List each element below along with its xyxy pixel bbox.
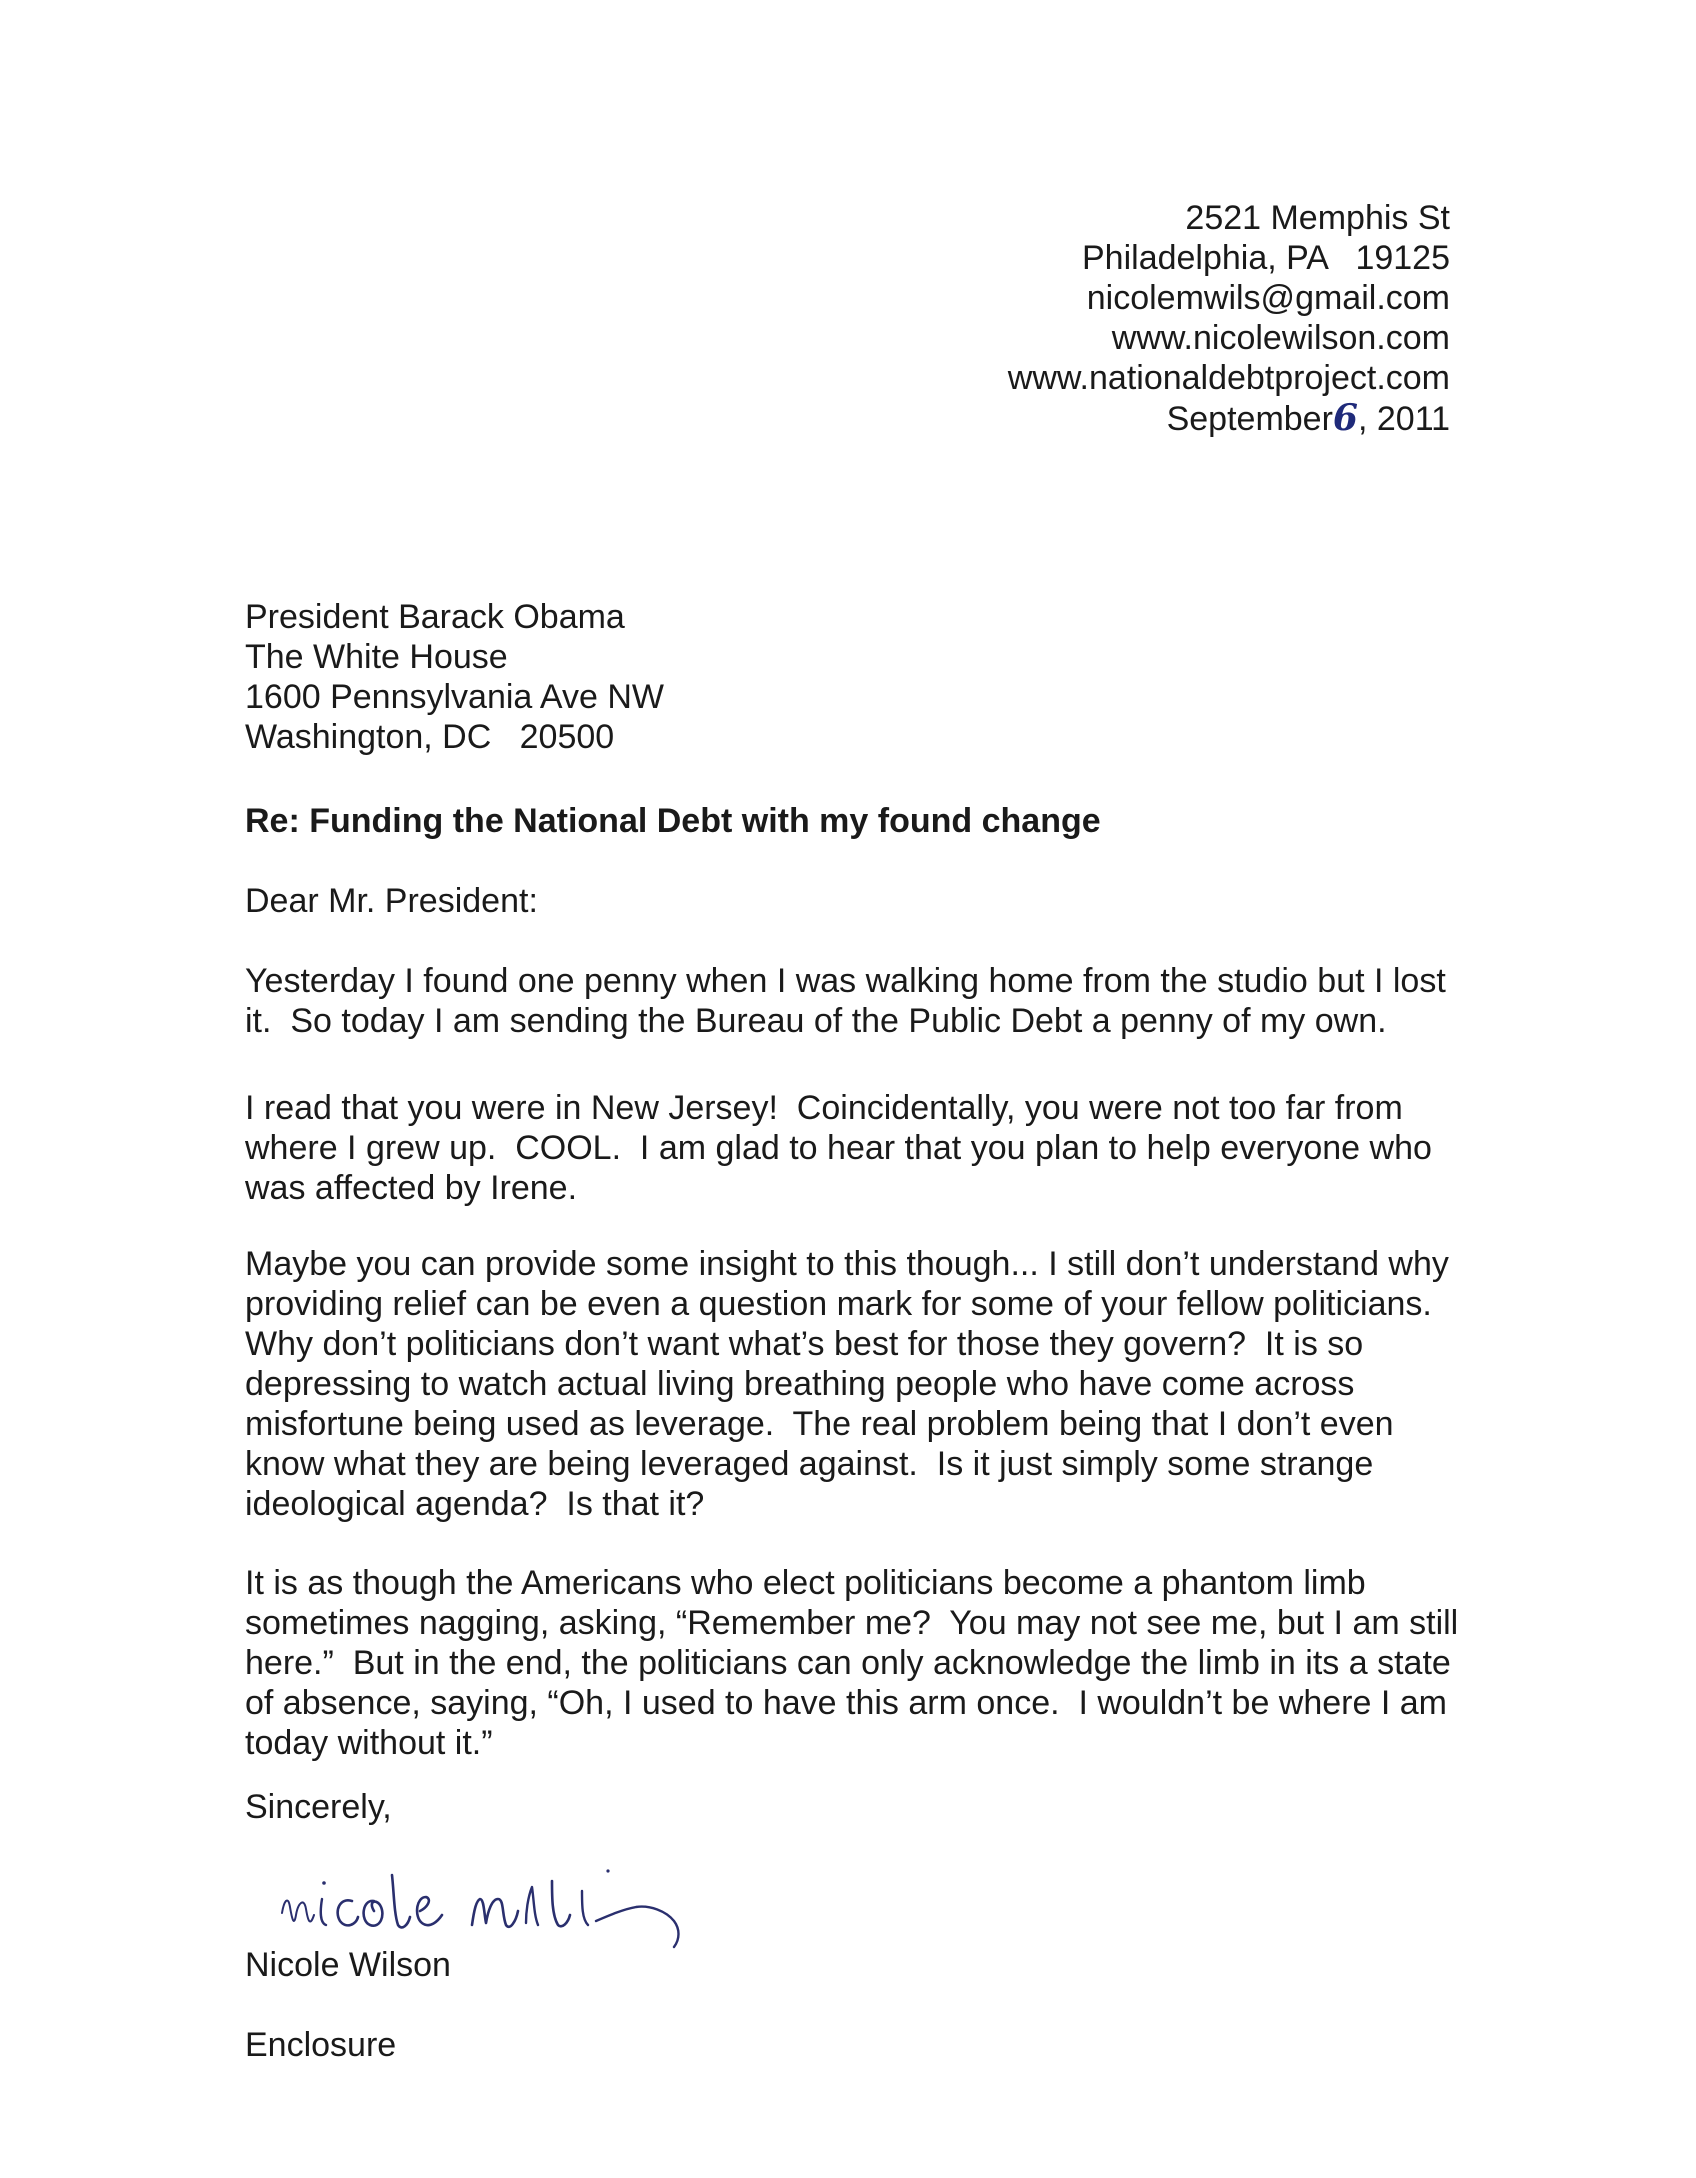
paragraph-line: of absence, saying, “Oh, I used to have this arm once. I wouldn’t be where I am [245,1684,1447,1722]
sender-street: 2521 Memphis St [1185,199,1450,237]
paragraph-line: Maybe you can provide some insight to this though... I still don’t understand why [245,1245,1449,1283]
date-year: , 2011 [1357,400,1450,438]
sender-website-2: www.nationaldebtproject.com [1007,359,1450,397]
signer-name: Nicole Wilson [245,1946,451,1984]
recipient-name: President Barack Obama [245,598,625,636]
paragraph-line: I read that you were in New Jersey! Coincidentally, you were not too far from [245,1089,1403,1127]
salutation: Dear Mr. President: [245,882,538,920]
recipient-street: 1600 Pennsylvania Ave NW [245,678,664,716]
paragraph-line: Yesterday I found one penny when I was walking home from the studio but I lost [245,962,1446,1000]
recipient-city-line: Washington, DC 20500 [245,718,615,756]
recipient-address-block [245,597,664,757]
body-paragraph-3 [245,1244,1485,1524]
sender-city-line: Philadelphia, PA 19125 [1082,239,1450,277]
date-day-handwritten: 6 [1332,397,1358,439]
paragraph-line: was affected by Irene. [245,1169,578,1207]
enclosure-note: Enclosure [245,2026,397,2064]
paragraph-line: here.” But in the end, the politicians can only acknowledge the limb in its a state [245,1644,1451,1682]
paragraph-line: ideological agenda? Is that it? [245,1485,705,1523]
body-paragraph-4 [245,1563,1485,1763]
paragraph-line: today without it.” [245,1724,493,1762]
paragraph-line: depressing to watch actual living breathing people who have come across [245,1365,1355,1403]
closing: Sincerely, [245,1788,392,1826]
sender-address-block [1008,198,1450,439]
sender-email: nicolemwils@gmail.com [1086,279,1450,317]
paragraph-line: it. So today I am sending the Bureau of the Public Debt a penny of my own. [245,1002,1387,1040]
paragraph-line: It is as though the Americans who elect politicians become a phantom limb [245,1564,1366,1602]
sender-website-1: www.nicolewilson.com [1111,319,1450,357]
paragraph-line: sometimes nagging, asking, “Remember me? You may not see me, but I am still [245,1604,1459,1642]
date-month: September [1166,400,1333,438]
subject-line: Re: Funding the National Debt with my found change [245,802,1101,840]
body-paragraph-1 [245,961,1485,1041]
paragraph-line: misfortune being used as leverage. The real problem being that I don’t even [245,1405,1394,1443]
paragraph-line: know what they are being leveraged against. Is it just simply some strange [245,1445,1374,1483]
letter-date [1008,398,1450,439]
body-paragraph-2 [245,1088,1485,1208]
paragraph-line: Why don’t politicians don’t want what’s best for those they govern? It is so [245,1325,1364,1363]
recipient-org: The White House [245,638,508,676]
paragraph-line: where I grew up. COOL. I am glad to hear that you plan to help everyone who [245,1129,1432,1167]
paragraph-line: providing relief can be even a question mark for some of your fellow politicians. [245,1285,1432,1323]
